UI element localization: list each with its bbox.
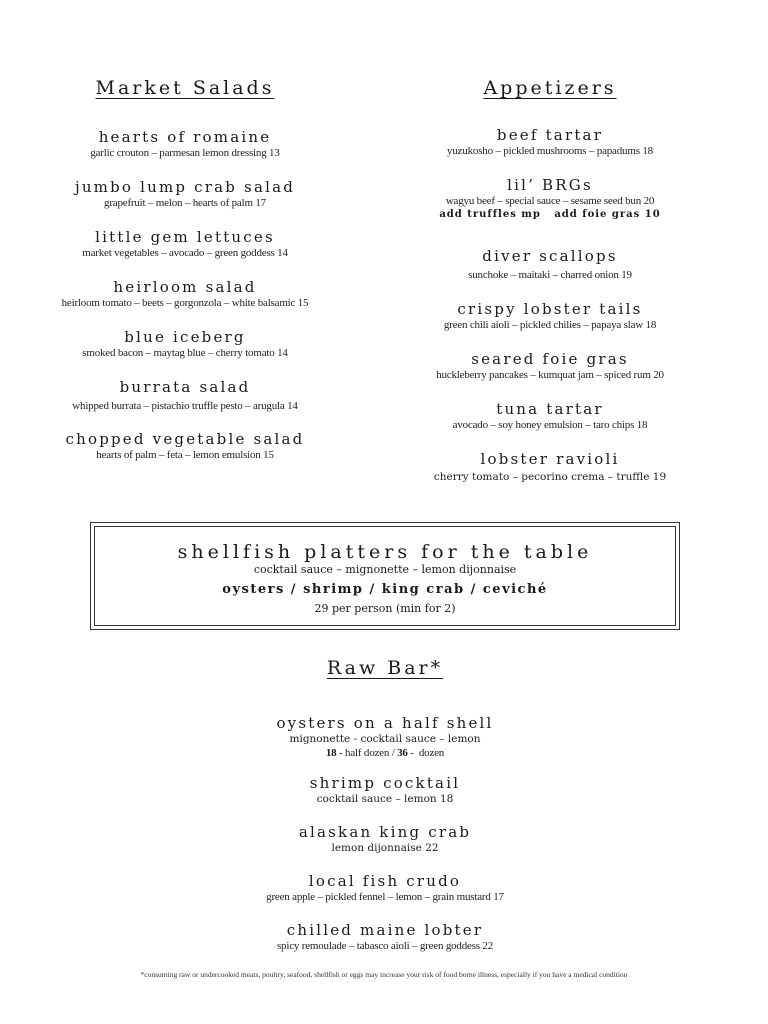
item-description: hearts of palm – feta – lemon emulsion 15 [96, 449, 274, 461]
item-name: little gem lettuces [95, 228, 275, 246]
menu-item [20, 178, 350, 228]
platter-title: shellfish platters for the table [177, 541, 593, 563]
raw-bar-section [170, 656, 600, 970]
item-description: market vegetables – avocado – green goddess 14 [82, 247, 288, 259]
item-name: lil’ BRGs [507, 176, 593, 194]
item-name: crispy lobster tails [457, 300, 643, 318]
half-dozen-label: - half dozen / [336, 747, 398, 759]
price-dozen: 36 [397, 747, 408, 759]
item-description: green chili aioli – pickled chilies – papaya slaw 18 [443, 319, 657, 331]
item-name: beef tartar [496, 126, 604, 144]
item-name: hearts of romaine [98, 128, 272, 146]
menu-item [20, 378, 350, 430]
item-name: jumbo lump crab salad [74, 178, 296, 196]
price-half-dozen: 18 [325, 747, 337, 759]
item-description: huckleberry pancakes – kumquat jam – spiced rum 20 [436, 369, 664, 381]
item-addons: add truffles mp add foie gras 10 [439, 209, 661, 220]
dozen-label: - dozen [407, 747, 445, 759]
platter-items: oysters / shrimp / king crab / ceviché [222, 582, 548, 597]
item-description: smoked bacon – maytag blue – cherry tomato 14 [82, 347, 288, 359]
menu-item [170, 714, 600, 774]
menu-item [380, 176, 720, 247]
menu-item [20, 430, 350, 480]
section-title-market-salads: Market Salads [95, 77, 275, 99]
market-salads-section [20, 76, 350, 480]
item-name: local fish crudo [308, 872, 462, 890]
menu-item [380, 450, 720, 500]
item-name: oysters on a half shell [276, 714, 494, 732]
menu-item [380, 350, 720, 400]
section-title-appetizers: Appetizers [483, 77, 617, 99]
item-description: mignonette - cocktail sauce – lemon [289, 733, 481, 745]
item-description: lemon dijonnaise 22 [331, 842, 439, 854]
item-name: shrimp cocktail [309, 774, 461, 792]
menu-item [20, 128, 350, 178]
item-name: chilled maine lobter [286, 921, 484, 939]
item-description: heirloom tomato – beets – gorgonzola – white balsamic 15 [61, 297, 309, 309]
item-name: tuna tartar [496, 400, 604, 418]
item-description: avocado – soy honey emulsion – taro chips 18 [452, 419, 648, 431]
menu-item [170, 872, 600, 921]
section-title-raw-bar: Raw Bar* [326, 657, 444, 679]
item-name: alaskan king crab [298, 823, 472, 841]
menu-item [170, 823, 600, 872]
item-name: burrata salad [119, 378, 251, 396]
item-description: garlic crouton – parmesan lemon dressing 13 [90, 147, 280, 159]
menu-item [380, 400, 720, 450]
item-description: grapefruit – melon – hearts of palm 17 [104, 197, 266, 209]
platter-sauces: cocktail sauce – mignonette – lemon dijonnaise [253, 563, 517, 576]
menu-item [20, 328, 350, 378]
item-description: green apple – pickled fennel – lemon – grain mustard 17 [266, 891, 504, 903]
item-name: diver scallops [482, 247, 618, 265]
footnote: *consuming raw or undercooked meats, poultry, seafood, shellfish or eggs may increase your risk of food borne illness, especially if you have a medical condition [140, 970, 628, 979]
shellfish-platter-box [90, 522, 680, 630]
item-description: yuzukosho – pickled mushrooms – papadums 18 [447, 145, 653, 157]
menu-item [380, 126, 720, 176]
menu-item [20, 228, 350, 278]
item-description: cherry tomato – pecorino crema – truffle 19 [433, 471, 667, 483]
item-price-line [170, 746, 600, 760]
item-name: lobster ravioli [480, 450, 620, 468]
menu-item [20, 278, 350, 328]
item-name: chopped vegetable salad [65, 430, 305, 448]
menu-item [170, 921, 600, 970]
item-description: whipped burrata – pistachio truffle pesto – arugula 14 [72, 400, 298, 412]
shellfish-platter-inner-border [94, 526, 676, 626]
platter-price: 29 per person (min for 2) [314, 602, 456, 615]
item-description: spicy remoulade – tabasco aioli – green goddess 22 [276, 940, 494, 952]
menu-item [380, 247, 720, 300]
item-description: cocktail sauce – lemon 18 [316, 793, 454, 805]
appetizers-section [380, 76, 720, 500]
item-description: wagyu beef – special sauce – sesame seed bun 20 [445, 195, 655, 207]
item-name: heirloom salad [113, 278, 257, 296]
menu-item [380, 300, 720, 350]
menu-item [170, 774, 600, 823]
item-description: sunchoke – maitaki – charred onion 19 [468, 269, 632, 281]
item-name: seared foie gras [471, 350, 629, 368]
item-name: blue iceberg [124, 328, 246, 346]
